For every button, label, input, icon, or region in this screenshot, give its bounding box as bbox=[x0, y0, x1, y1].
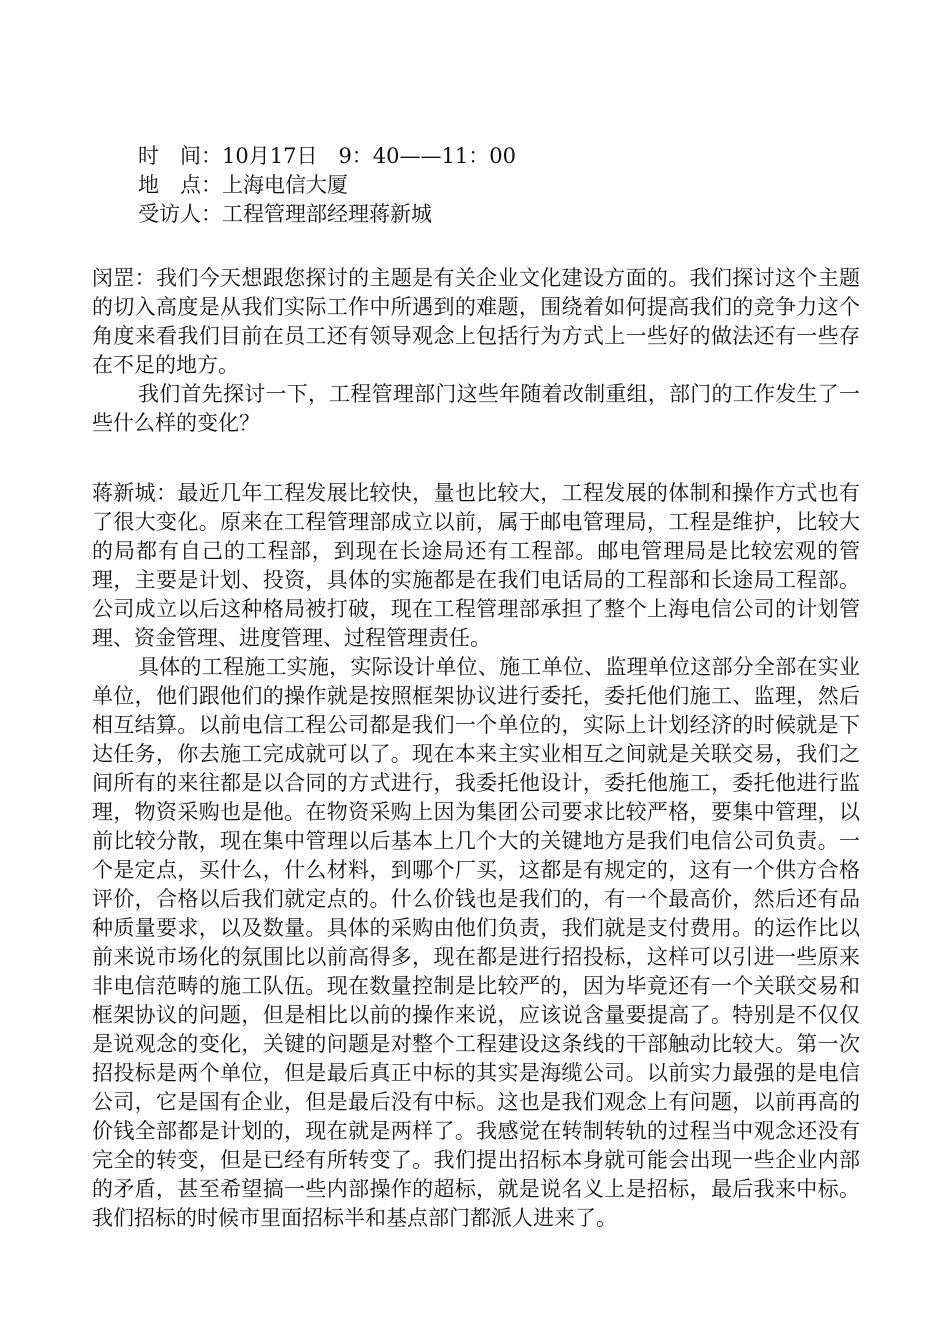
meeting-time: 时 间：10月17日 9：40——11：00 bbox=[138, 144, 516, 168]
interviewee: 受访人：工程管理部经理蒋新城 bbox=[138, 202, 432, 226]
spacer bbox=[92, 229, 860, 264]
spacer bbox=[92, 438, 860, 479]
paragraph-answer-details: 具体的工程施工实施，实际设计单位、施工单位、监理单位这部分全部在实业单位，他们跟他们的操作就是按照框架协议进行委托，委托他们施工、监理，然后相互结算。以前电信工程公司都是我们一个单位的，实际上计划经济的时候就是下达任务，你去施工完成就可以了。现在本来主实业相互之间就是关联交易，我们之间所有的来往都是以合同的方式进行，我委托他设计，委托他施工，委托他进行监理，物资采购也是他。在物资采购上因为集团公司要求比较严格，要集中管理，以前比较分散，现在集中管理以后基本上几个大的关键地方是我们电信公司负责。一个是定点，买什么，什么材料，到哪个厂买，这都是有规定的，这有一个供方合格评价，合格以后我们就定点的。什么价钱也是我们的，有一个最高价，然后还有品种质量要求，以及数量。具体的采购由他们负责，我们就是支付费用。的运作比以前来说市场化的氛围比以前高得多，现在都是进行招投标，这样可以引进一些原来非电信范畴的施工队伍。现在数量控制是比较严的，因为毕竟还有一个关联交易和框架协议的问题，但是相比以前的操作来说，应该说含量要提高了。特别是不仅仅是说观念的变化，关键的问题是对整个工程建设这条线的干部触动比较大。第一次招投标是两个单位，但是最后真正中标的其实是海缆公司。以前实力最强的是电信公司，它是国有企业，但是最后没有中标。这也是我们观念上有问题，以前再高的价钱全部都是计划的，现在就是两样了。我感觉在转制转轨的过程当中观念还没有完全的转变，但是已经有所转变了。我们提出招标本身就可能会出现一些企业内部的矛盾，甚至希望搞一些内部操作的超标，就是说名义上是招标，最后我来中标。我们招标的时候市里面招标半和基点部门都派人进来了。 bbox=[92, 655, 860, 1230]
paragraph-answer-overview: 蒋新城：最近几年工程发展比较快，量也比较大，工程发展的体制和操作方式也有了很大变化。原来在工程管理部成立以前，属于邮电管理局，工程是维护，比较大的局都有自己的工程部，到现在长途局还有工程部。邮电管理局是比较宏观的管理，主要是计划、投资，具体的实施都是在我们电话局的工程部和长途局工程部。公司成立以后这种格局被打破，现在工程管理部承担了整个上海电信公司的计划管理、资金管理、进度管理、过程管理责任。 bbox=[92, 481, 860, 650]
meeting-place: 地 点：上海电信大厦 bbox=[138, 173, 348, 197]
paragraph-interviewer-question: 我们首先探讨一下，工程管理部门这些年随着改制重组，部门的工作发生了一些什么样的变化？ bbox=[92, 382, 860, 435]
paragraph-interviewer-intro: 闵罡：我们今天想跟您探讨的主题是有关企业文化建设方面的。我们探讨这个主题的切入高度是从我们实际工作中所遇到的难题，围绕着如何提高我们的竞争力这个角度来看我们目前在员工还有领导观念上包括行为方式上一些好的做法还有一些存在不足的地方。 bbox=[92, 266, 860, 377]
document-page bbox=[92, 142, 860, 1233]
